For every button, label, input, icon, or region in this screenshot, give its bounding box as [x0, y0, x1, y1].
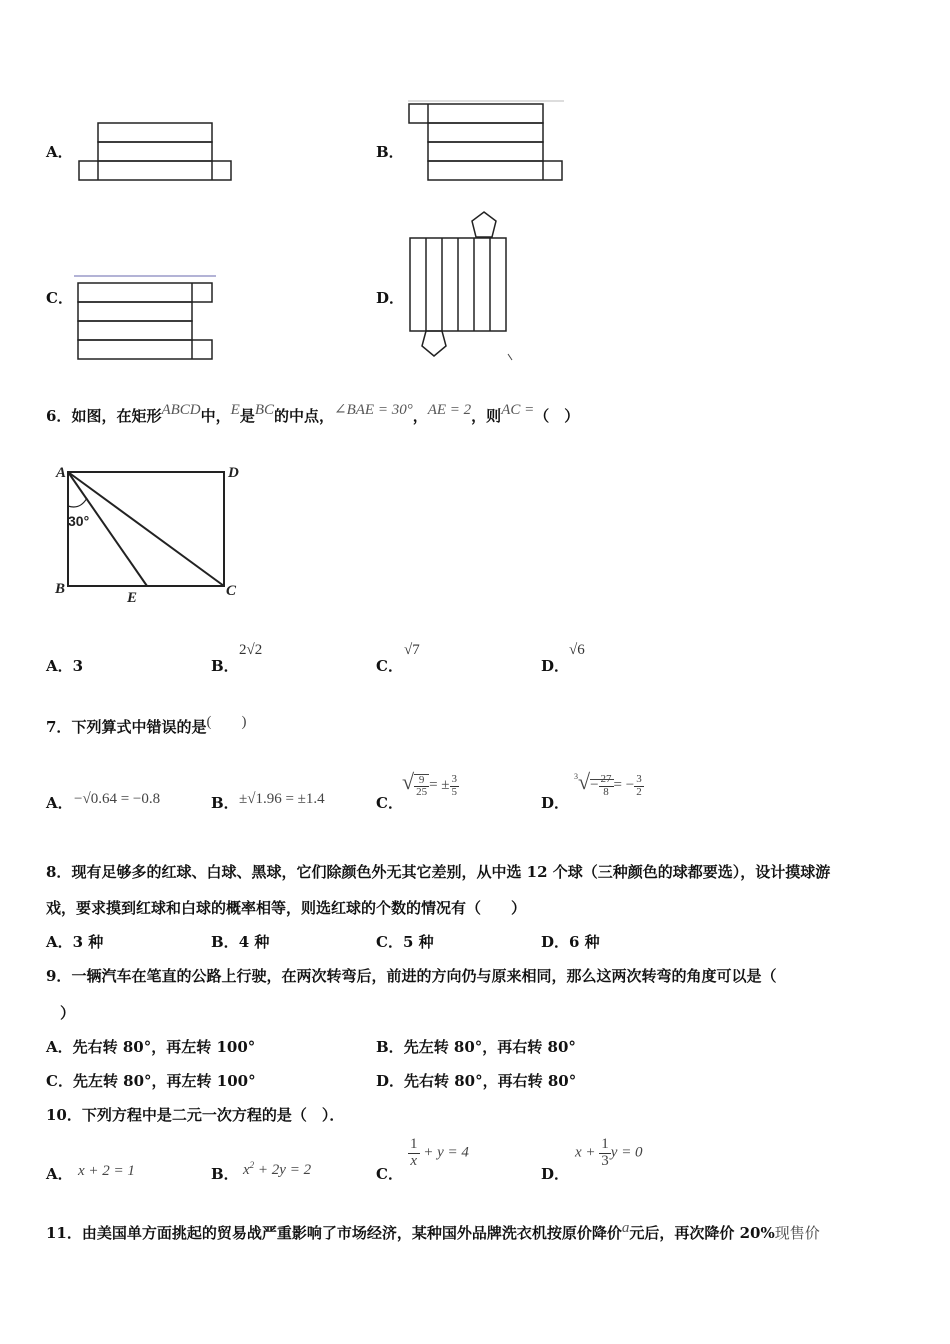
q9-option-d: D．先右转 80°，再右转 80°	[376, 1072, 577, 1090]
q10-option-d-label: D．	[541, 1165, 570, 1183]
vertex-c-label: C	[226, 583, 237, 599]
q8-option-c: C．5 种	[376, 933, 434, 951]
option-d-label: D．	[376, 289, 405, 307]
q9-option-b: B．先左转 80°，再右转 80°	[376, 1038, 576, 1056]
question-10-stem: 10．下列方程中是二元一次方程的是（ ）．	[46, 1106, 345, 1124]
option-c-label: C．	[46, 289, 73, 307]
q7-option-b-expr: ±√1.96 = ±1.4	[239, 791, 325, 807]
q7-option-b-label: B．	[211, 794, 239, 812]
q10-option-c-expr: $\frac{1}{x}$ + y = 4	[410, 1136, 469, 1169]
vertex-a-label: A	[56, 465, 67, 481]
net-figure-b	[406, 100, 568, 184]
q7-option-a-label: A．	[46, 794, 73, 812]
q10-option-c-label: C．	[376, 1165, 403, 1183]
q7-option-a-expr: −√0.64 = −0.8	[74, 791, 161, 807]
q7-option-d-label: D．	[541, 794, 570, 812]
q7-option-c-expr: √ $\frac{9}{25}$ = ± $\frac{3}{5}$	[402, 769, 458, 799]
q9-option-a: A．先右转 80°，再左转 100°	[46, 1038, 256, 1056]
question-11-stem: 11．由美国单方面挑起的贸易战严重影响了市场经济，某种国外品牌洗衣机按原价降价a元后，再次降价 20%现售价	[46, 1220, 820, 1242]
q10-option-a-label: A．	[46, 1165, 73, 1183]
question-9-line-1: 9．一辆汽车在笔直的公路上行驶，在两次转弯后，前进的方向仍与原来相同，那么这两次转弯的角度可以是（	[46, 967, 777, 985]
net-figure-c	[72, 273, 220, 363]
net-figure-d	[404, 208, 516, 364]
q7-option-d-expr: $^3$√− $\frac{27}{8}$ = − $\frac{3}{2}$	[574, 769, 642, 798]
q6-option-b-label: B．	[211, 657, 239, 675]
vertex-b-label: B	[55, 581, 66, 597]
question-8-line-2: 戏，要求摸到红球和白球的概率相等，则选红球的个数的情况有（ ）	[46, 899, 527, 917]
q10-option-b-label: B．	[211, 1165, 239, 1183]
angle-label: 30°	[68, 513, 90, 529]
q6-option-c-value: √7	[404, 642, 420, 658]
q6-option-b-value: 2√2	[239, 642, 263, 658]
q7-option-c-label: C．	[376, 794, 403, 812]
question-8-line-1: 8．现有足够多的红球、白球、黑球，它们除颜色外无其它差别，从中选 12 个球（三种颜色的球都要选），设计摸球游	[46, 863, 831, 881]
q8-option-a: A．3 种	[46, 933, 104, 951]
point-e-label: E	[127, 590, 138, 606]
q6-option-a: A．3	[46, 657, 84, 675]
option-b-label: B．	[376, 143, 404, 161]
question-7-stem: 7．下列算式中错误的是( )	[46, 714, 247, 736]
vertex-d-label: D	[228, 465, 239, 481]
option-a-label: A．	[46, 143, 73, 161]
q8-option-b: B．4 种	[211, 933, 270, 951]
question-9-line-2: ）	[60, 1004, 76, 1022]
q6-option-d-value: √6	[569, 642, 585, 658]
q10-option-d-expr: x + $\frac{1}{3}$ y = 0	[575, 1136, 643, 1169]
question-6-stem: 6．如图，在矩形ABCD中，E是BC的中点，∠BAE = 30°，AE = 2，则AC =（ ）	[46, 402, 580, 425]
rectangle-abcd-figure	[50, 460, 250, 608]
q10-option-b-expr: $x^2 + 2y = 2$	[243, 1160, 312, 1178]
q6-option-d-label: D．	[541, 657, 570, 675]
q10-option-a-expr: x + 2 = 1	[78, 1163, 135, 1179]
q9-option-c: C．先左转 80°，再左转 100°	[46, 1072, 256, 1090]
q8-option-d: D．6 种	[541, 933, 600, 951]
q6-option-c-label: C．	[376, 657, 403, 675]
net-figure-a	[78, 122, 234, 182]
